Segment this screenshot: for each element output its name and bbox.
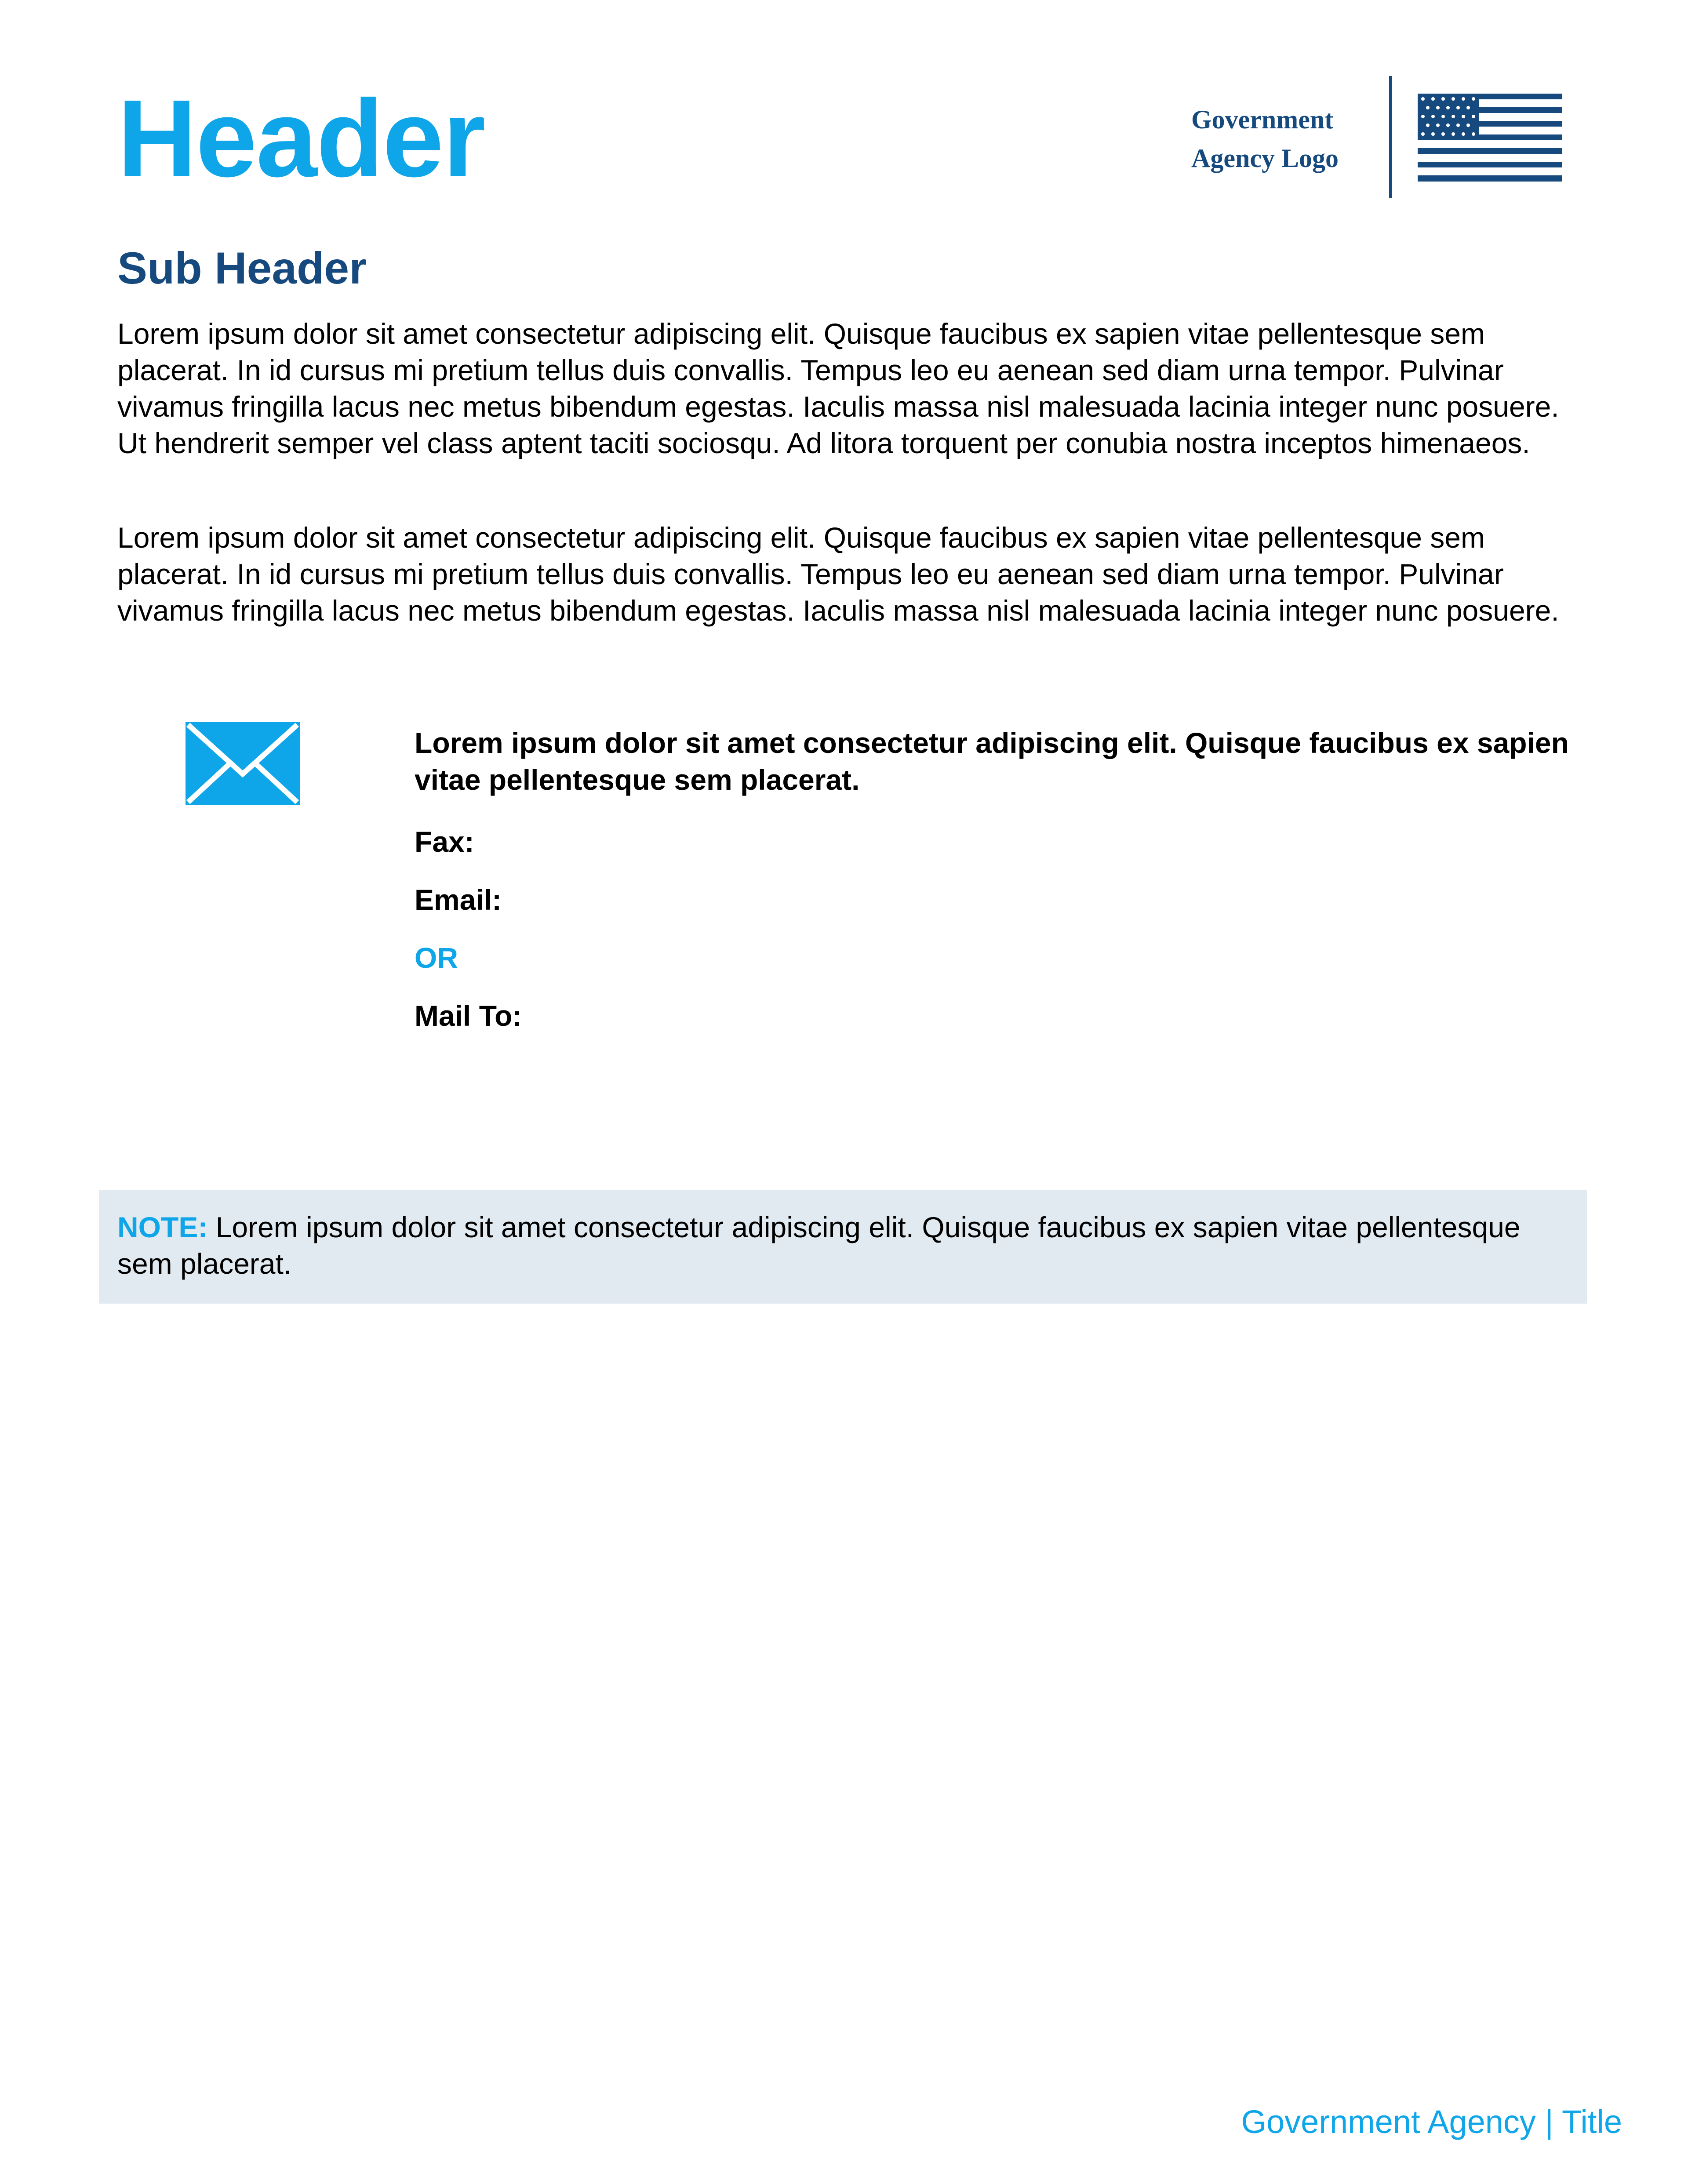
agency-logo-line-1: Government [1191, 105, 1334, 134]
mail-to-label: Mail To: [415, 999, 522, 1032]
sub-header: Sub Header [117, 243, 367, 293]
note-body: Lorem ipsum dolor sit amet consectetur adipiscing elit. Quisque faucibus ex sapien vitae pellentesque sem placerat. [117, 1211, 1521, 1280]
agency-logo-text [1191, 100, 1376, 178]
fax-label: Fax: [415, 825, 474, 858]
note-label: NOTE: [117, 1211, 208, 1243]
page-header: Header [117, 77, 485, 200]
contact-block [415, 724, 1575, 1055]
or-label: OR [415, 941, 458, 974]
body-paragraph-2: Lorem ipsum dolor sit amet consectetur adipiscing elit. Quisque faucibus ex sapien vitae pellentesque sem placerat. In id cursus mi pretium tellus duis convallis. Tempus leo eu aenean sed diam urna tempor. Pulvinar vivamus fringilla lacus nec metus bibendum egestas. Iaculis massa nisl malesuada lacinia integer nunc posuere. [117, 521, 1559, 627]
envelope-icon [186, 722, 300, 805]
contact-lead-text: Lorem ipsum dolor sit amet consectetur adipiscing elit. Quisque faucibus ex sapien vitae pellentesque sem placerat. [415, 727, 1569, 796]
footer-agency-title: Government Agency | Title [1241, 2104, 1622, 2140]
note-box [99, 1190, 1587, 1304]
note-text [117, 1209, 1568, 1282]
logo-divider [1389, 76, 1392, 198]
body-paragraph-1: Lorem ipsum dolor sit amet consectetur adipiscing elit. Quisque faucibus ex sapien vitae pellentesque sem placerat. In id cursus mi pretium tellus duis convallis. Tempus leo eu aenean sed diam urna tempor. Pulvinar vivamus fringilla lacus nec metus bibendum egestas. Iaculis massa nisl malesuada lacinia integer nunc posuere. Ut hendrerit semper vel class aptent taciti sociosqu. Ad litora torquent per conubia nostra inceptos himenaeos. [117, 317, 1559, 459]
email-label: Email: [415, 883, 502, 916]
us-flag-icon [1418, 94, 1562, 182]
agency-logo-line-2: Agency Logo [1191, 144, 1339, 173]
